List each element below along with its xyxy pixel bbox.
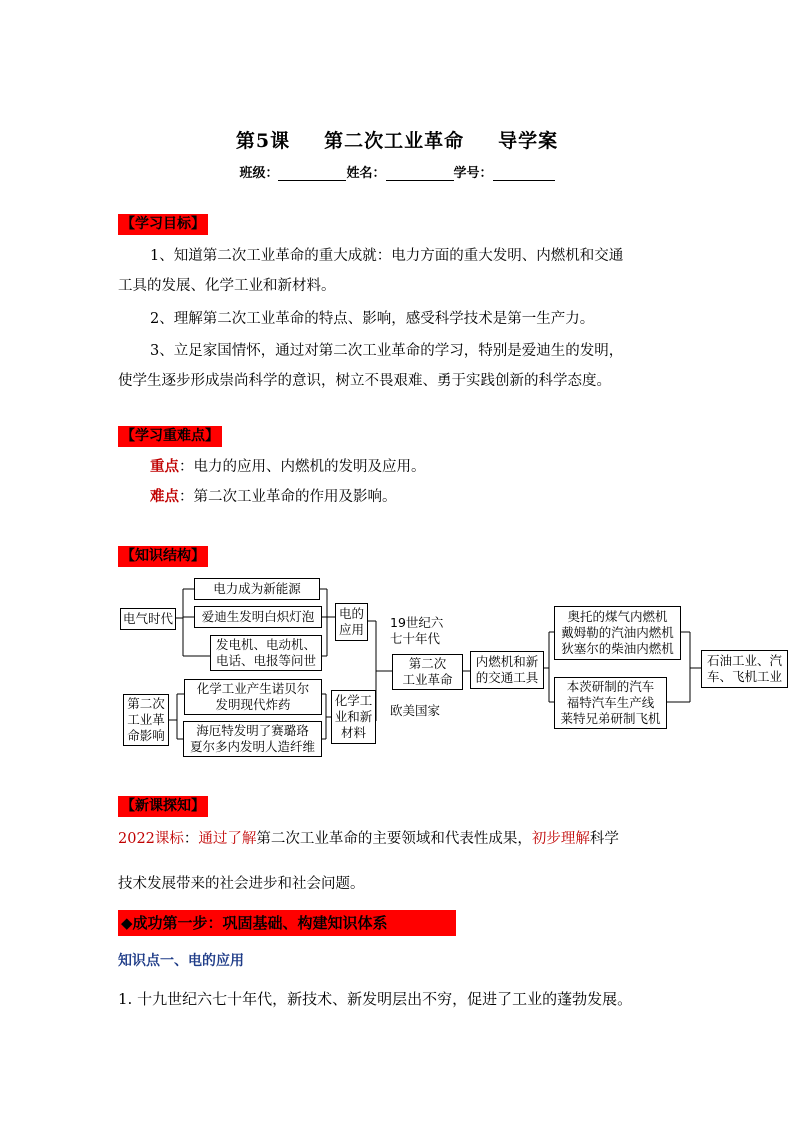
keypoints-heading: 【学习重难点】 <box>118 426 222 447</box>
curriculum-standard-line2: 技术发展带来的社会进步和社会问题。 <box>118 876 365 892</box>
difficult-text: ：第二次工业革命的作用及影响。 <box>179 489 397 505</box>
class-label: 班级： <box>239 166 279 181</box>
key-label: 重点 <box>150 458 179 475</box>
objective-1-line2: 工具的发展、化学工业和新材料。 <box>118 278 336 294</box>
objective-3-line1: 3、立足家国情怀，通过对第二次工业革命的学习，特别是爱迪生的发明， <box>150 343 624 359</box>
node-electric-new-energy: 电力成为新能源 <box>194 578 320 600</box>
node-chem-celluloid: 海厄特发明了赛璐珞 夏尔多内发明人造纤维 <box>183 721 322 757</box>
node-impact: 第二次 工业革 命影响 <box>123 694 169 746</box>
lesson-kind: 导学案 <box>498 130 559 152</box>
node-second-industrial-revolution: 第二次 工业革命 <box>392 654 463 690</box>
structure-heading: 【知识结构】 <box>118 546 208 567</box>
node-electric-age: 电气时代 <box>120 608 176 630</box>
node-engine-transport: 内燃机和新 的交通工具 <box>470 651 544 689</box>
node-edison-bulb: 爱迪生发明白炽灯泡 <box>194 606 322 628</box>
node-chemical-materials: 化学工 业和新 材料 <box>331 690 376 744</box>
lesson-topic: 第二次工业革命 <box>324 130 465 152</box>
id-label: 学号： <box>453 166 493 181</box>
node-industries: 石油工业、汽 车、飞机工业 <box>701 650 788 688</box>
objective-2: 2、理解第二次工业革命的特点、影响，感受科学技术是第一生产力。 <box>150 311 595 327</box>
objective-3-line2: 使学生逐步形成崇尚科学的意识，树立不畏艰难、勇于实践创新的科学态度。 <box>118 373 611 389</box>
node-chem-nobel: 化学工业产生诺贝尔 发明现代炸药 <box>184 679 322 715</box>
label-region: 欧美国家 <box>390 703 441 718</box>
curriculum-standard: 2022课标：通过了解第二次工业革命的主要领域和代表性成果，初步理解科学 <box>118 831 619 847</box>
lesson-number: 第5课 <box>235 130 291 152</box>
difficult-label: 难点 <box>150 488 179 505</box>
key-text: ：电力的应用、内燃机的发明及应用。 <box>179 459 426 475</box>
objectives-heading: 【学习目标】 <box>118 214 208 235</box>
node-engine-inventions: 奥托的煤气内燃机 戴姆勒的汽油内燃机 狄塞尔的柴油内燃机 <box>554 606 681 660</box>
objective-1-line1: 1、知道第二次工业革命的重大成就：电力方面的重大发明、内燃机和交通 <box>150 248 624 264</box>
label-era: 19世纪六 七十年代 <box>390 615 444 646</box>
kp1-line1: 1. 十九世纪六七十年代，新技术、新发明层出不穷，促进了工业的蓬勃发展。 <box>118 990 633 1008</box>
node-vehicle-inventions: 本茨研制的汽车 福特汽车生产线 莱特兄弟研制飞机 <box>554 677 667 729</box>
step1-banner: ◆成功第一步：巩固基础、构建知识体系 <box>118 910 456 936</box>
node-electric-application: 电的 应用 <box>335 603 368 641</box>
knowledge-point-1: 知识点一、电的应用 <box>118 953 244 969</box>
name-label: 姓名： <box>346 166 386 181</box>
newlesson-heading: 【新课探知】 <box>118 796 208 817</box>
node-generator-motor: 发电机、电动机、 电话、电报等问世 <box>210 635 322 671</box>
